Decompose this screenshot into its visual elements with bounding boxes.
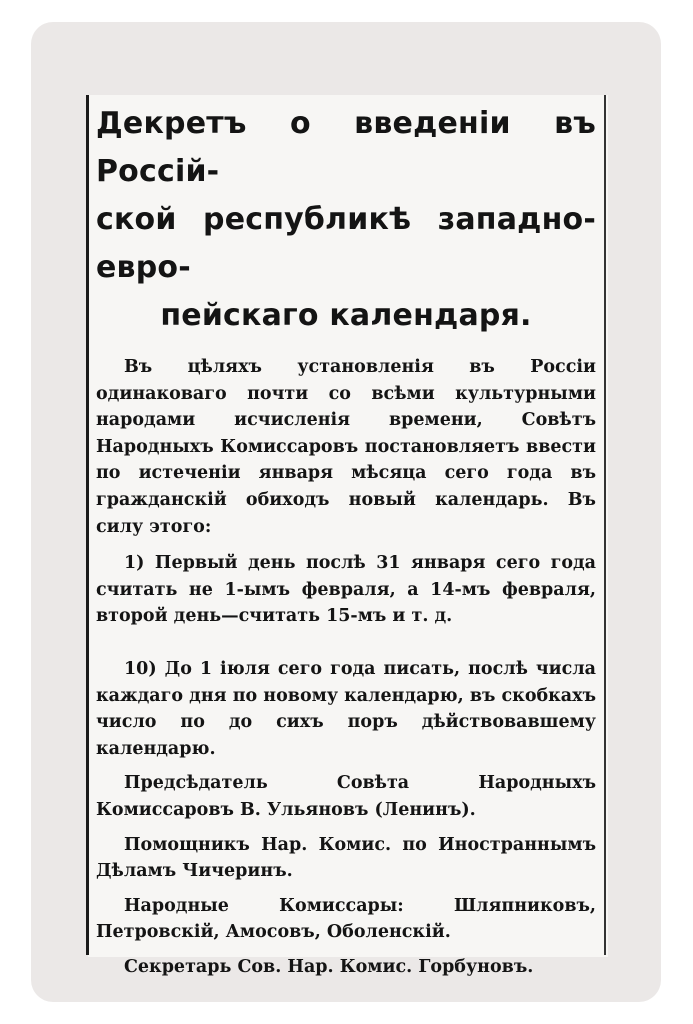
column-rule-right — [604, 95, 606, 955]
decree-title — [96, 100, 596, 340]
signature-chairman: Предсѣдатель Совѣта Народныхъ Комиссаровъ В. Ульяновъ (Ленинъ). — [96, 773, 596, 820]
decree-text — [96, 100, 596, 980]
decree-point-1: 1) Первый день послѣ 31 января сего года считать не 1-ымъ февраля, а 14-мъ февраля, второй день—считать 15-мъ и т. д. — [96, 553, 596, 627]
column-rule-left — [86, 95, 89, 955]
title-line: Декретъ о введенiи въ Россiй- — [96, 106, 596, 189]
decree-intro: Въ цѣляхъ установленiя въ Россiи одинаковаго почти со всѣми культурными народами исчисленiя времени, Совѣтъ Народныхъ Комиссаровъ постановляетъ ввести по истеченiи января мѣсяца сего года въ гражданскiй обиходъ новый календарь. Въ силу этого: — [96, 357, 596, 537]
title-line: ской республикѣ западно-евро- — [96, 202, 596, 285]
signature-foreign-affairs: Помощникъ Нар. Комис. по Иностраннымъ Дѣламъ Чичеринъ. — [96, 834, 596, 882]
decree-point-10: 10) До 1 iюля сего года писать, послѣ числа каждаго дня по новому календарю, въ скобкахъ число по до сихъ поръ дѣйствовавшему календарю. — [96, 658, 596, 759]
title-line: пейскаго календаря. — [160, 298, 532, 333]
signature-commissars: Народные Комиссары: Шляпниковъ, Петровскiй, Амосовъ, Оболенскiй. — [96, 895, 596, 943]
signature-secretary: Секретарь Сов. Нар. Комис. Горбуновъ. — [124, 956, 534, 977]
